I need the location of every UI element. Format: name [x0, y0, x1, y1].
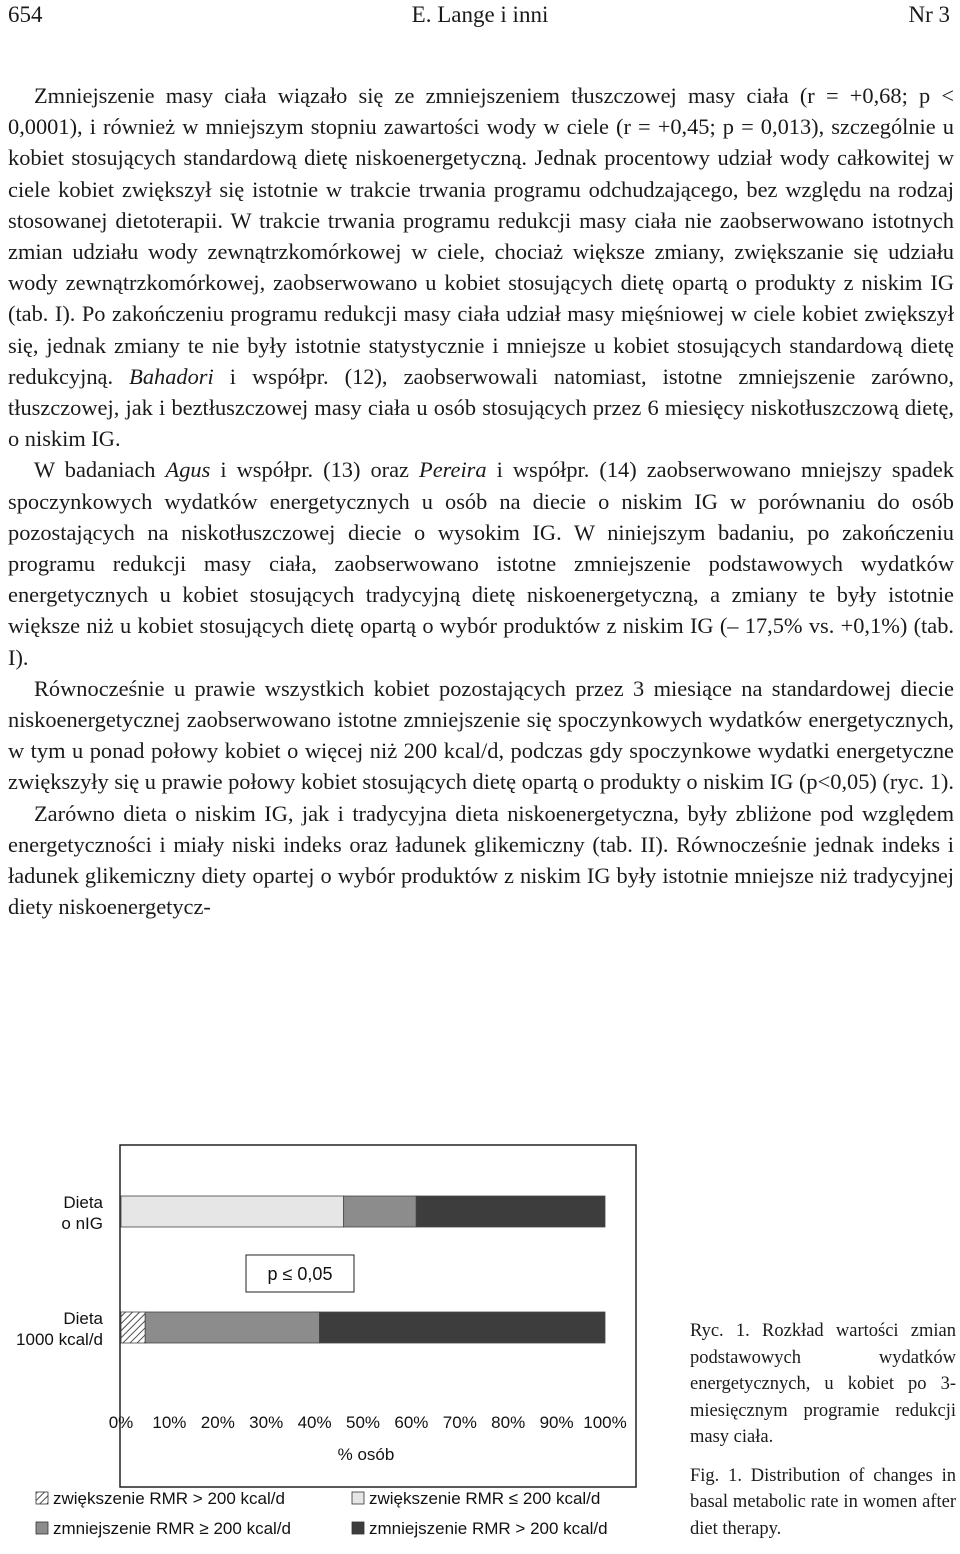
- category-label: Dieta: [63, 1193, 103, 1212]
- category-label: Dieta: [63, 1309, 103, 1328]
- bar-segment: [121, 1312, 145, 1343]
- x-tick-label: 90%: [539, 1413, 574, 1432]
- body-text: [8, 80, 954, 922]
- author-bahadori: Bahadori: [129, 363, 214, 389]
- legend-swatch: [352, 1492, 364, 1504]
- bar-segment: [416, 1196, 605, 1227]
- category-label: o nIG: [61, 1214, 103, 1233]
- caption-pl: Ryc. 1. Rozkład wartości zmian podstawowych wydatków energetycznych, u kobiet po 3-miesięcznym programie redukcji masy ciała.: [690, 1321, 956, 1447]
- paragraph-1-tail: i współpr. (12), zaobserwowali natomiast, istotne zmniejszenie zarówno, tłuszczowej, jak i beztłuszczowej masy ciała u osób stosujących przez 6 miesięcy niskotłuszczową dietę, o niskim IG.: [8, 363, 954, 452]
- paragraph-1-text: Zmniejszenie masy ciała wiązało się ze zmniejszeniem tłuszczowej masy ciała (r = +0,68; p < 0,0001), i również w mniejszym stopniu zawartości wody w ciele (r = +0,45; p = 0,013), szczególnie u kobiet stosujących standardową dietę niskoenergetyczną. Jednak procentowy udział wody całkowitej w ciele kobiet zwiększył się istotnie w trakcie trwania programu odchudzającego, bez względu na rodzaj stosowanej dietoterapii. W trakcie trwania programu redukcji masy ciała nie zaobserwowano istotnych zmian udziału wody zewnątrzkomórkowej w ciele, chociaż większe zmiany, zwiększanie się udziału wody zewnątrzkomórkowej, zaobserwowano u kobiet stosujących dietę opartą o produkty z niskim IG (tab. I). Po zakończeniu programu redukcji masy ciała udział masy mięśniowej w ciele kobiet zwiększył się, jednak zmiany te nie były istotnie statystycznie i mniejsze u kobiet stosujących standardową dietę redukcyjną.: [8, 83, 954, 389]
- legend-label: zmniejszenie RMR ≥ 200 kcal/d: [53, 1519, 291, 1538]
- rmr-stacked-bar-chart: [0, 1140, 650, 1538]
- paragraph-2-a: W badaniach: [34, 457, 156, 483]
- paragraph-4: Zarówno dieta o niskim IG, jak i tradycyjna dieta niskoenergetyczna, były zbliżone pod względem energetyczności i miały niski indeks oraz ładunek glikemiczny (tab. II). Równocześnie jednak indeks i ładunek glikemiczny diety opartej o wybór produktów z niskim IG były istotnie mniejsze niż tradycyjnej diety niskoenergetycz-: [8, 800, 954, 920]
- x-tick-label: 70%: [442, 1413, 477, 1432]
- legend-label: zwiększenie RMR ≤ 200 kcal/d: [369, 1489, 601, 1508]
- running-header: [0, 0, 960, 34]
- significance-annotation: p ≤ 0,05: [267, 1264, 333, 1284]
- figure-caption: [690, 1318, 956, 1554]
- caption-en: Fig. 1. Distribution of changes in basal metabolic rate in women after diet therapy.: [690, 1465, 956, 1539]
- page-number: 654: [8, 2, 43, 27]
- figure-1: [0, 1140, 650, 1538]
- issue-number: Nr 3: [908, 2, 950, 27]
- legend-swatch: [36, 1492, 48, 1504]
- author-agus: Agus: [165, 457, 211, 483]
- paragraph-2-b: i współpr. (13) oraz: [220, 457, 409, 483]
- x-axis-title: % osób: [337, 1445, 395, 1464]
- bar-segment: [121, 1196, 344, 1227]
- x-tick-label: 10%: [152, 1413, 187, 1432]
- legend-swatch: [36, 1522, 48, 1534]
- x-tick-label: 50%: [345, 1413, 381, 1432]
- x-tick-label: 80%: [491, 1413, 526, 1432]
- paragraph-2-c: i współpr. (14) zaobserwowano mniejszy spadek spoczynkowych wydatków energetycznych u osób na diecie o niskim IG w porównaniu do osób pozostających na niskotłuszczowej diecie o wysokim IG. W niniejszym badaniu, po zakończeniu programu redukcji masy ciała, zaobserwowano istotne zmniejszenie podstawowych wydatków energetycznych u kobiet stosujących tradycyjną dietę niskoenergetyczną, a zmiany te były istotnie większe niż u kobiet stosujących dietę opartą o wybór produktów z niskim IG (– 17,5% vs. +0,1%) (tab. I).: [8, 457, 954, 670]
- bar-segment: [145, 1312, 319, 1343]
- legend-label: zwiększenie RMR > 200 kcal/d: [53, 1489, 285, 1508]
- bar-segment: [344, 1196, 417, 1227]
- category-label: 1000 kcal/d: [16, 1330, 103, 1349]
- paragraph-2: [8, 454, 954, 672]
- x-tick-label: 60%: [394, 1413, 429, 1432]
- legend-swatch: [352, 1522, 364, 1534]
- x-tick-label: 40%: [297, 1413, 332, 1432]
- paragraph-3: Równocześnie u prawie wszystkich kobiet pozostających przez 3 miesiące na standardowej diecie niskoenergetycznej zaobserwowano istotne zmniejszenie się spoczynkowych wydatków energetycznych, w tym u ponad połowy kobiet o więcej niż 200 kcal/d, podczas gdy spoczynkowe wydatki energetyczne zwiększyły się u prawie połowy kobiet stosujących dietę opartą o produkty o niskim IG (p<0,05) (ryc. 1).: [8, 675, 954, 795]
- running-authors: E. Lange i inni: [411, 2, 549, 27]
- x-tick-label: 20%: [200, 1413, 235, 1432]
- author-pereira: Pereira: [419, 457, 487, 483]
- x-tick-label: 30%: [249, 1413, 284, 1432]
- bar-segment: [319, 1312, 605, 1343]
- x-tick-label: 100%: [583, 1413, 627, 1432]
- legend-label: zmniejszenie RMR > 200 kcal/d: [369, 1519, 608, 1538]
- x-tick-label: 0%: [108, 1413, 134, 1432]
- paragraph-1: [8, 80, 954, 454]
